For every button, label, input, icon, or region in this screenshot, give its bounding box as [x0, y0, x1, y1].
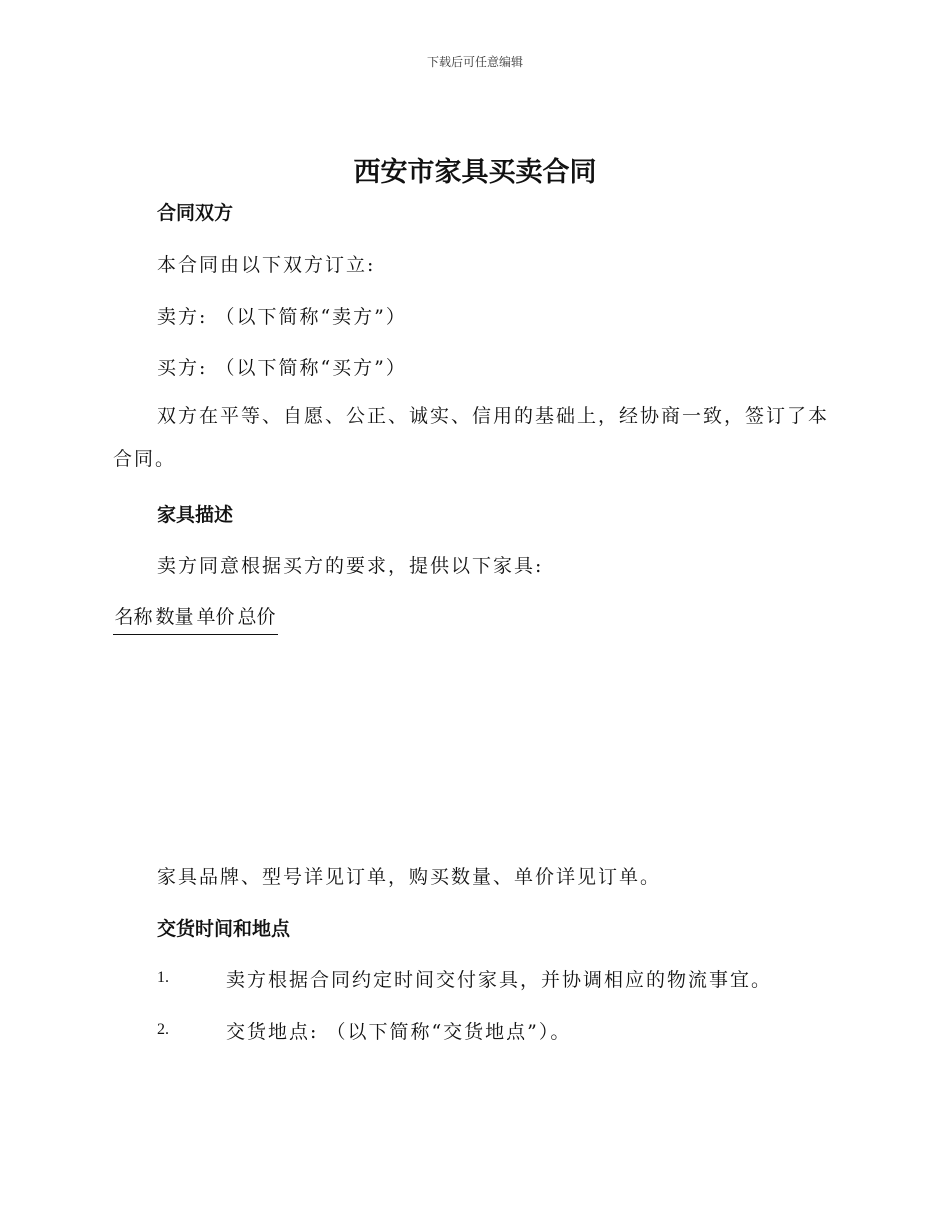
- list-item-text: 卖方根据合同约定时间交付家具，并协调相应的物流事宜。: [226, 969, 773, 991]
- seller-line: 卖方: （以下简称“卖方”）: [157, 306, 407, 328]
- document-title: 西安市家具买卖合同: [353, 157, 597, 188]
- furniture-table-header: [113, 603, 278, 635]
- list-item-text: 交货地点: （以下简称“交货地点”）。: [226, 1021, 572, 1043]
- section-heading-furniture: 家具描述: [157, 504, 234, 526]
- table-header-quantity: 数量: [155, 606, 194, 628]
- list-item-number: 2.: [157, 1021, 169, 1038]
- section-heading-parties: 合同双方: [157, 202, 234, 224]
- parties-intro: 本合同由以下双方订立:: [157, 254, 376, 276]
- table-header-total-price: 总价: [237, 606, 276, 628]
- buyer-line: 买方: （以下简称“买方”）: [157, 357, 407, 379]
- basis-paragraph: 双方在平等、自愿、公正、诚实、信用的基础上，经协商一致，签订了本合同。: [113, 405, 830, 470]
- list-item-number: 1.: [157, 969, 169, 986]
- page-header-note: 下载后可任意编辑: [426, 55, 523, 69]
- furniture-intro: 卖方同意根据买方的要求，提供以下家具:: [157, 555, 544, 577]
- table-header-name: 名称: [114, 606, 153, 628]
- furniture-note: 家具品牌、型号详见订单，购买数量、单价详见订单。: [157, 866, 662, 888]
- section-heading-delivery: 交货时间和地点: [157, 918, 291, 940]
- table-header-unit-price: 单价: [196, 606, 235, 628]
